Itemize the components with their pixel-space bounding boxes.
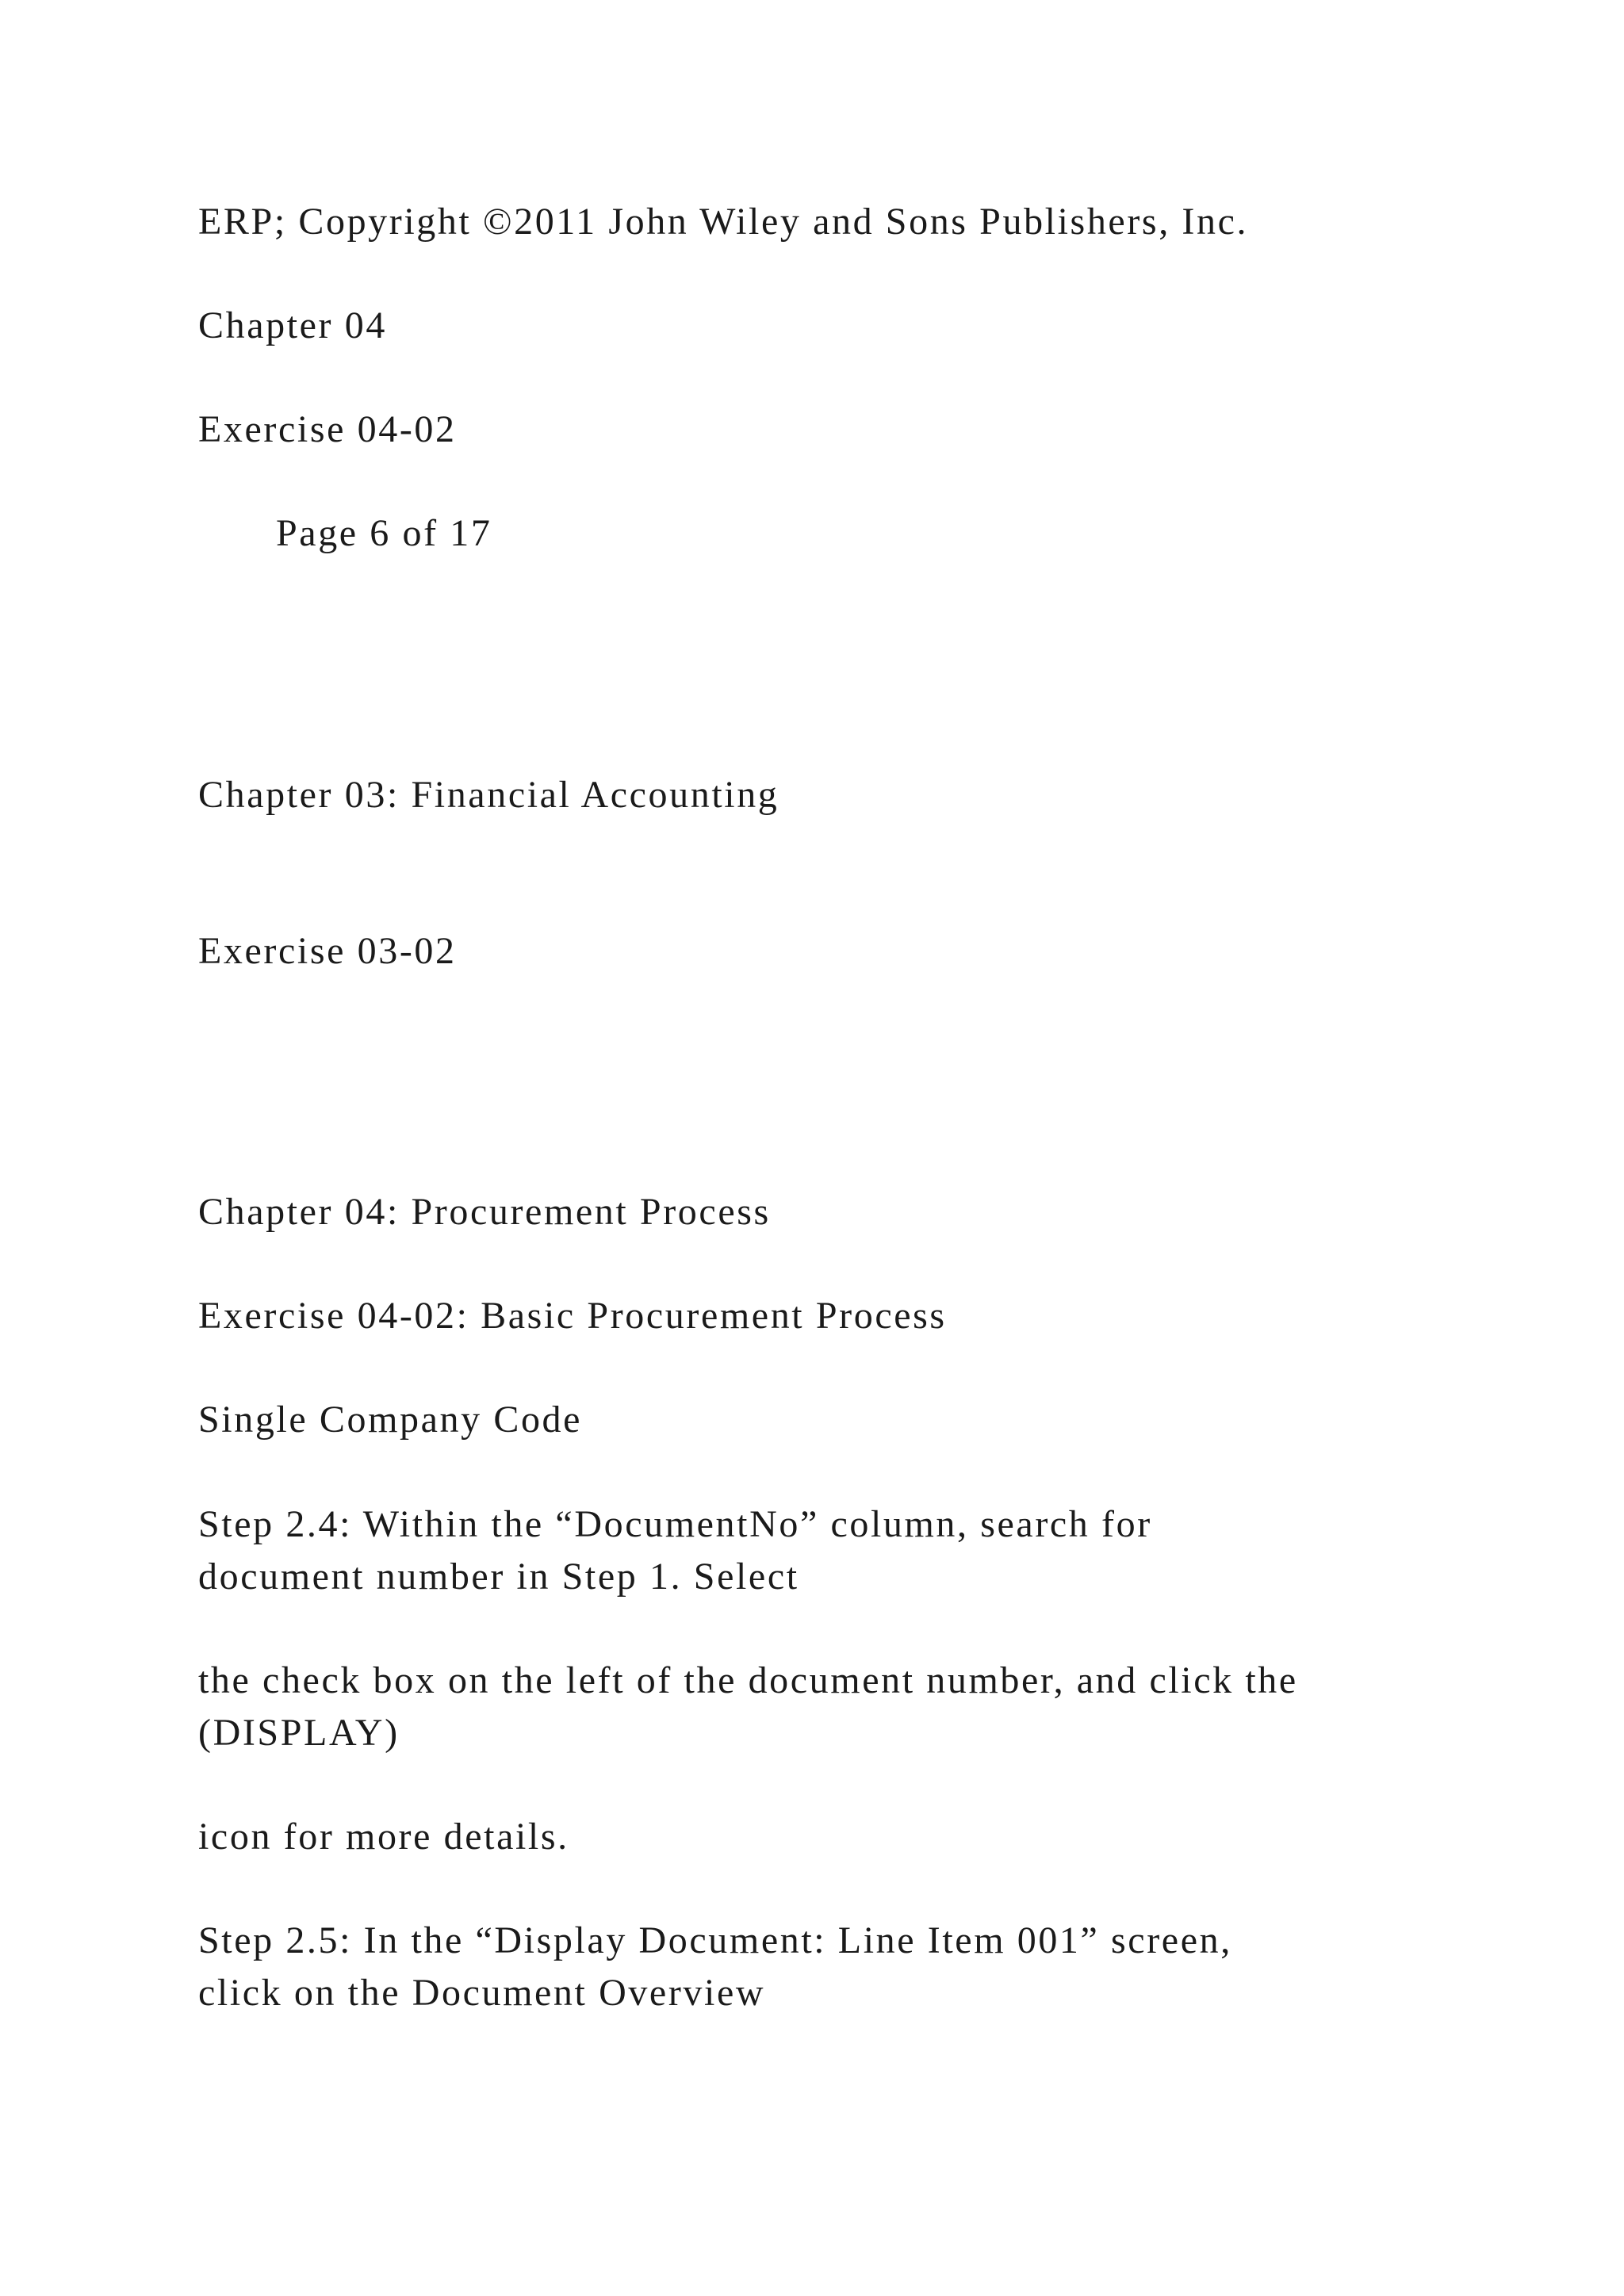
chapter-03-title: Chapter 03: Financial Accounting xyxy=(198,774,779,816)
step-2-4-line-5: icon for more details. xyxy=(198,1816,569,1858)
exercise-04-02-title: Exercise 04-02: Basic Procurement Process xyxy=(198,1295,947,1337)
header-chapter: Chapter 04 xyxy=(198,304,387,346)
header-exercise: Exercise 04-02 xyxy=(198,408,457,450)
copyright-line: ERP; Copyright ©2011 John Wiley and Sons Publishers, Inc. xyxy=(198,201,1249,243)
single-company-code-label: Single Company Code xyxy=(198,1399,583,1441)
step-2-4-line-4: (DISPLAY) xyxy=(198,1712,400,1754)
step-2-5-line-1: Step 2.5: In the “Display Document: Line Item 001” screen, xyxy=(198,1919,1232,1961)
step-2-5-line-2: click on the Document Overview xyxy=(198,1972,766,2014)
step-2-4-line-1: Step 2.4: Within the “DocumentNo” column, search for xyxy=(198,1503,1152,1545)
page-number: Page 6 of 17 xyxy=(276,512,492,554)
step-2-4-line-3: the check box on the left of the document number, and click the xyxy=(198,1659,1298,1701)
exercise-03-02-label: Exercise 03-02 xyxy=(198,930,457,972)
chapter-04-title: Chapter 04: Procurement Process xyxy=(198,1191,771,1233)
step-2-4-line-2: document number in Step 1. Select xyxy=(198,1556,799,1598)
